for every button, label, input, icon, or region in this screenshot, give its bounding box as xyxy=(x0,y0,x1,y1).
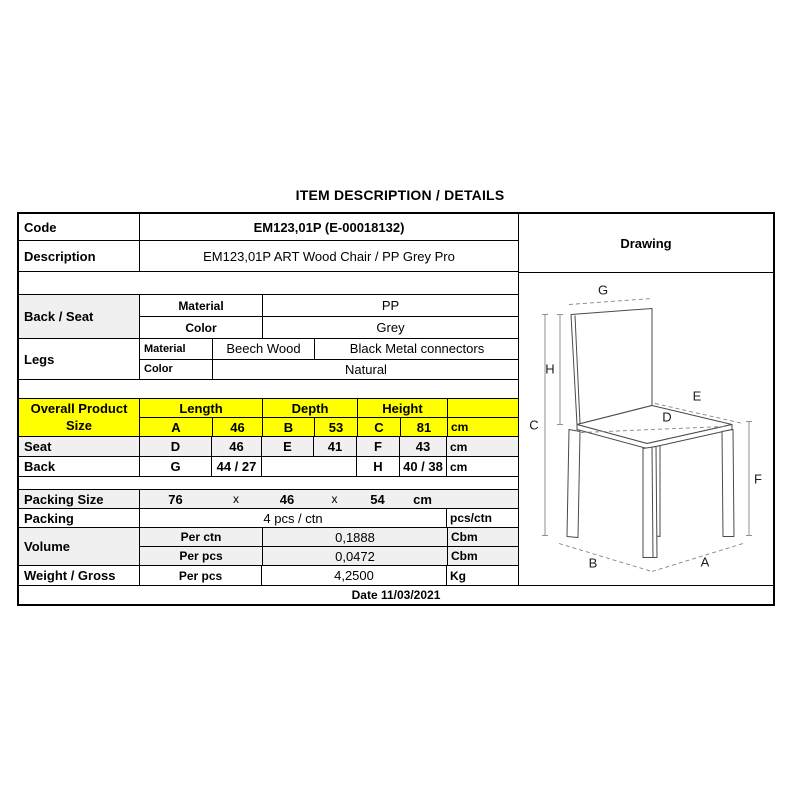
back-seat-rows xyxy=(139,295,518,338)
packing-size-v3: 54 xyxy=(370,491,385,507)
dim-g-value: 44 / 27 xyxy=(211,457,261,476)
dim-d-letter: D xyxy=(139,437,211,456)
dim-label-f: F xyxy=(754,471,762,487)
dim-e-value: 41 xyxy=(313,437,356,456)
dim-line-b xyxy=(559,544,652,572)
dim-b-letter: B xyxy=(262,418,314,436)
dim-label-d: D xyxy=(662,409,672,425)
volume-ctn-row xyxy=(140,528,518,547)
volume-ctn-label: Per ctn xyxy=(180,530,222,544)
size-header-depth: Depth xyxy=(262,399,357,417)
description-value: EM123,01P ART Wood Chair / PP Grey Pro xyxy=(139,241,518,271)
dim-label-b: B xyxy=(588,555,598,571)
dim-label-e: E xyxy=(692,388,702,404)
dim-a-value: 46 xyxy=(212,418,262,436)
legs-color-label: Color xyxy=(144,363,173,376)
date-text: Date 11/03/2021 xyxy=(351,588,441,602)
legs-material-label: Material xyxy=(144,342,186,355)
back-seat-material-label: Material xyxy=(178,298,224,313)
legs-color-value: Natural xyxy=(212,360,519,380)
size-overall-row xyxy=(140,418,518,436)
dim-b-value: 53 xyxy=(314,418,357,436)
dim-label-c: C xyxy=(529,417,539,433)
back-row-empty xyxy=(261,457,356,476)
packing-size-x1: x xyxy=(233,492,239,506)
volume-ctn-unit: Cbm xyxy=(447,528,519,546)
spec-table-left xyxy=(19,214,519,585)
drawing-panel xyxy=(519,214,773,585)
packing-size-unit: cm xyxy=(413,491,432,507)
size-overall-unit: cm xyxy=(447,418,519,436)
weight-value: 4,2500 xyxy=(261,566,446,585)
back-seat-material-value: PP xyxy=(262,295,518,316)
back-seat-color-label: Color xyxy=(185,320,217,335)
dim-label-a: A xyxy=(700,554,710,570)
dim-f-value: 43 xyxy=(399,437,446,456)
description-row xyxy=(19,241,518,272)
drawing-body xyxy=(519,273,773,585)
size-header-row xyxy=(140,399,518,418)
spacer-row xyxy=(19,380,518,399)
date-row xyxy=(19,585,773,604)
volume-ctn-value: 0,1888 xyxy=(262,528,447,546)
seat-unit: cm xyxy=(446,437,518,456)
legs-material-connectors: Black Metal connectors xyxy=(314,339,519,359)
dim-a-letter: A xyxy=(171,419,181,435)
size-header-unit-empty xyxy=(447,399,519,417)
spacer-row xyxy=(19,477,518,490)
chair-leg-left xyxy=(567,430,580,538)
back-seat-color-value: Grey xyxy=(262,317,518,338)
packing-size-empty xyxy=(446,490,518,508)
code-label: Code xyxy=(24,219,57,235)
back-unit: cm xyxy=(446,457,518,476)
size-header-height: Height xyxy=(357,399,447,417)
packing-value: 4 pcs / ctn xyxy=(139,509,446,527)
size-label-line2: Size xyxy=(65,417,92,433)
weight-label: Weight / Gross xyxy=(24,568,116,583)
dim-line-a xyxy=(652,544,743,572)
back-seat-color-row xyxy=(140,317,518,338)
volume-pcs-row xyxy=(140,547,518,565)
packing-size-label: Packing Size xyxy=(24,491,104,507)
seat-row xyxy=(19,437,518,457)
dim-label-h: H xyxy=(545,361,555,377)
dim-c-value: 81 xyxy=(400,418,447,436)
weight-key: Per pcs xyxy=(139,566,261,585)
packing-size-v1: 76 xyxy=(139,490,211,508)
dim-c-letter: C xyxy=(357,418,400,436)
volume-pcs-value: 0,0472 xyxy=(262,547,447,565)
weight-unit: Kg xyxy=(446,566,518,585)
size-label xyxy=(19,399,139,436)
size-section xyxy=(19,399,518,437)
dim-h-letter: H xyxy=(356,457,399,476)
volume-label: Volume xyxy=(24,539,70,554)
dim-e-letter: E xyxy=(261,437,313,456)
legs-section xyxy=(19,339,518,380)
size-rows xyxy=(139,399,518,436)
dim-label-g: G xyxy=(597,282,609,298)
volume-pcs-unit: Cbm xyxy=(447,547,519,565)
code-value: EM123,01P (E-00018132) xyxy=(139,214,518,240)
drawing-title: Drawing xyxy=(519,214,773,273)
packing-size-row xyxy=(19,490,518,509)
back-seat-material-row xyxy=(140,295,518,317)
legs-material-row xyxy=(140,339,518,360)
spacer-row xyxy=(19,272,518,295)
size-label-line1: Overall Product xyxy=(30,401,128,417)
chair-backrest xyxy=(571,309,652,425)
legs-color-row xyxy=(140,360,518,380)
weight-row xyxy=(19,566,518,585)
spec-table-main xyxy=(19,214,773,585)
description-label: Description xyxy=(24,248,96,264)
legs-material-wood: Beech Wood xyxy=(212,339,314,359)
volume-rows xyxy=(139,528,518,565)
chair-drawing xyxy=(519,273,773,585)
volume-pcs-label: Per pcs xyxy=(179,549,223,563)
legs-rows xyxy=(139,339,518,379)
dim-h-value: 40 / 38 xyxy=(399,457,446,476)
dim-d-value: 46 xyxy=(211,437,261,456)
chair-leg-front xyxy=(643,447,657,558)
code-row xyxy=(19,214,518,241)
chair-leg-right xyxy=(722,430,734,537)
dim-g-letter: G xyxy=(139,457,211,476)
packing-label: Packing xyxy=(24,510,74,526)
dim-f-letter: F xyxy=(356,437,399,456)
packing-size-v2: 46 xyxy=(279,491,295,507)
back-label: Back xyxy=(24,459,56,474)
packing-row xyxy=(19,509,518,528)
page-title: ITEM DESCRIPTION / DETAILS xyxy=(295,187,505,203)
legs-label: Legs xyxy=(24,351,55,367)
packing-unit: pcs/ctn xyxy=(446,509,518,527)
back-seat-label: Back / Seat xyxy=(19,295,139,338)
back-seat-section xyxy=(19,295,518,339)
spec-table xyxy=(17,212,775,606)
back-row xyxy=(19,457,518,477)
volume-section xyxy=(19,528,518,566)
packing-size-x2: x xyxy=(331,492,338,506)
dim-line-g xyxy=(569,299,652,305)
size-header-length: Length xyxy=(179,400,223,416)
seat-label: Seat xyxy=(24,439,52,454)
